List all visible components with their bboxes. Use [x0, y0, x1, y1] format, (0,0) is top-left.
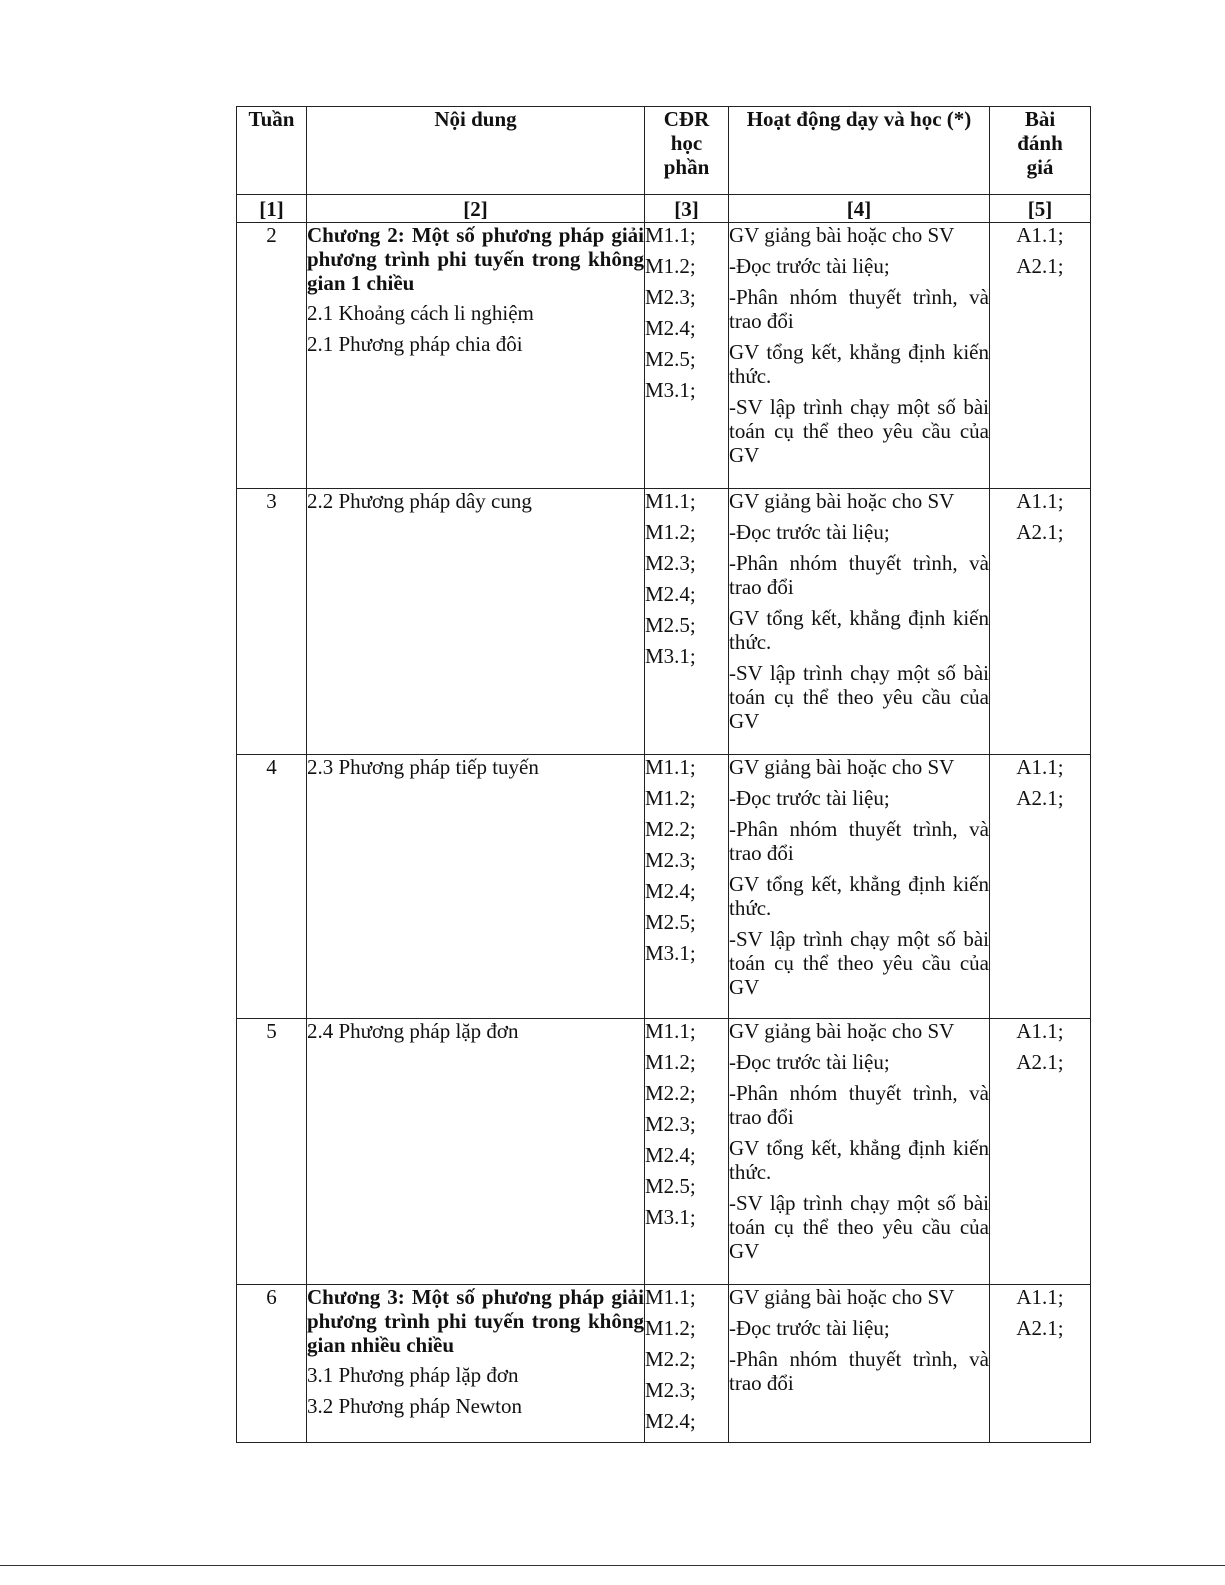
evaluation-code: A2.1;	[1016, 1316, 1064, 1340]
activity-line: -SV lập trình chạy một số bài toán cụ thể theo yêu cầu của GV	[729, 927, 989, 999]
content-cell	[307, 1285, 645, 1443]
activities-cell	[729, 1019, 990, 1285]
activities-cell	[729, 223, 990, 489]
cdr-cell	[645, 489, 729, 755]
week-cell: 4	[237, 755, 307, 1019]
cdr-cell	[645, 1019, 729, 1285]
activity-line: -Đọc trước tài liệu;	[729, 1316, 890, 1340]
activities-cell	[729, 489, 990, 755]
evaluation-code: A1.1;	[1016, 1285, 1064, 1309]
chapter-title: Chương 3: Một số phương pháp giải phương trình phi tuyến trong không gian nhiều chiều	[307, 1285, 644, 1357]
content-item: 3.1 Phương pháp lặp đơn	[307, 1363, 519, 1387]
activity-line: GV tổng kết, khẳng định kiến thức.	[729, 606, 989, 654]
evaluation-code: A2.1;	[1016, 1050, 1064, 1074]
activity-line: -Đọc trước tài liệu;	[729, 520, 890, 544]
cdr-code: M2.5;	[645, 910, 696, 934]
activity-line: GV tổng kết, khẳng định kiến thức.	[729, 1136, 989, 1184]
activity-line: -SV lập trình chạy một số bài toán cụ thể theo yêu cầu của GV	[729, 395, 989, 467]
cdr-code: M1.1;	[645, 755, 696, 779]
table-row	[237, 755, 1091, 1019]
evaluation-code: A1.1;	[1016, 223, 1064, 247]
content-item: 2.1 Phương pháp chia đôi	[307, 332, 523, 356]
evaluation-code: A2.1;	[1016, 786, 1064, 810]
cdr-code: M2.4;	[645, 879, 696, 903]
cdr-code: M2.3;	[645, 285, 696, 309]
week-cell: 3	[237, 489, 307, 755]
evaluation-cell	[990, 223, 1091, 489]
activity-line: GV giảng bài hoặc cho SV	[729, 223, 955, 247]
activity-line: -Phân nhóm thuyết trình, và trao đổi	[729, 285, 989, 333]
header-content: Nội dung	[307, 107, 645, 195]
cdr-code: M1.1;	[645, 489, 696, 513]
activity-line: GV tổng kết, khẳng định kiến thức.	[729, 872, 989, 920]
cdr-code: M1.2;	[645, 520, 696, 544]
cdr-code: M1.1;	[645, 1285, 696, 1309]
cdr-code: M2.3;	[645, 1378, 696, 1402]
cdr-cell	[645, 1285, 729, 1443]
activity-line: -Đọc trước tài liệu;	[729, 1050, 890, 1074]
table-row	[237, 1285, 1091, 1443]
activity-line: -SV lập trình chạy một số bài toán cụ thể theo yêu cầu của GV	[729, 661, 989, 733]
content-cell	[307, 1019, 645, 1285]
cdr-code: M3.1;	[645, 1205, 696, 1229]
cdr-code: M2.3;	[645, 1112, 696, 1136]
activity-line: -Phân nhóm thuyết trình, và trao đổi	[729, 551, 989, 599]
cdr-code: M2.2;	[645, 1081, 696, 1105]
activity-line: GV giảng bài hoặc cho SV	[729, 1285, 955, 1309]
evaluation-cell	[990, 1285, 1091, 1443]
cdr-code: M2.3;	[645, 848, 696, 872]
cdr-code: M1.2;	[645, 1316, 696, 1340]
cdr-code: M3.1;	[645, 941, 696, 965]
chapter-title: Chương 2: Một số phương pháp giải phương trình phi tuyến trong không gian 1 chiều	[307, 223, 644, 295]
cdr-code: M2.5;	[645, 613, 696, 637]
evaluation-code: A1.1;	[1016, 489, 1064, 513]
page-bottom-rule	[0, 1565, 1225, 1566]
index-cell: [1]	[237, 195, 307, 223]
evaluation-cell	[990, 755, 1091, 1019]
evaluation-cell	[990, 1019, 1091, 1285]
index-cell: [5]	[990, 195, 1091, 223]
week-cell: 2	[237, 223, 307, 489]
cdr-code: M2.3;	[645, 551, 696, 575]
cdr-code: M1.2;	[645, 1050, 696, 1074]
activity-line: -Phân nhóm thuyết trình, và trao đổi	[729, 1347, 989, 1395]
content-item: 2.4 Phương pháp lặp đơn	[307, 1019, 519, 1043]
cdr-code: M2.4;	[645, 316, 696, 340]
week-cell: 6	[237, 1285, 307, 1443]
cdr-code: M2.4;	[645, 582, 696, 606]
content-item: 3.2 Phương pháp Newton	[307, 1394, 522, 1418]
cdr-code: M2.5;	[645, 347, 696, 371]
table-row	[237, 223, 1091, 489]
index-cell: [2]	[307, 195, 645, 223]
header-week: Tuần	[237, 107, 307, 195]
activity-line: -Đọc trước tài liệu;	[729, 786, 890, 810]
activity-line: GV tổng kết, khẳng định kiến thức.	[729, 340, 989, 388]
activity-line: -Đọc trước tài liệu;	[729, 254, 890, 278]
cdr-code: M2.4;	[645, 1143, 696, 1167]
evaluation-cell	[990, 489, 1091, 755]
content-cell	[307, 755, 645, 1019]
table-row	[237, 489, 1091, 755]
cdr-code: M1.1;	[645, 1019, 696, 1043]
cdr-code: M3.1;	[645, 644, 696, 668]
cdr-code: M3.1;	[645, 378, 696, 402]
activity-line: GV giảng bài hoặc cho SV	[729, 1019, 955, 1043]
cdr-code: M1.2;	[645, 254, 696, 278]
content-cell	[307, 223, 645, 489]
cdr-code: M2.5;	[645, 1174, 696, 1198]
activities-cell	[729, 1285, 990, 1443]
index-cell: [3]	[645, 195, 729, 223]
evaluation-code: A2.1;	[1016, 254, 1064, 278]
cdr-code: M1.1;	[645, 223, 696, 247]
activities-cell	[729, 755, 990, 1019]
activity-line: -SV lập trình chạy một số bài toán cụ thể theo yêu cầu của GV	[729, 1191, 989, 1263]
cdr-code: M2.2;	[645, 817, 696, 841]
content-cell	[307, 489, 645, 755]
content-item: 2.2 Phương pháp dây cung	[307, 489, 532, 513]
evaluation-code: A1.1;	[1016, 755, 1064, 779]
teaching-schedule-table	[236, 106, 1091, 1443]
header-row	[237, 107, 1091, 195]
evaluation-code: A1.1;	[1016, 1019, 1064, 1043]
content-item: 2.1 Khoảng cách li nghiệm	[307, 301, 534, 325]
evaluation-code: A2.1;	[1016, 520, 1064, 544]
content-item: 2.3 Phương pháp tiếp tuyến	[307, 755, 539, 779]
activity-line: GV giảng bài hoặc cho SV	[729, 755, 955, 779]
index-row	[237, 195, 1091, 223]
header-evaluation: Bài đánh giá	[990, 107, 1091, 195]
cdr-code: M1.2;	[645, 786, 696, 810]
cdr-cell	[645, 755, 729, 1019]
cdr-code: M2.2;	[645, 1347, 696, 1371]
table-row	[237, 1019, 1091, 1285]
header-cdr: CĐR học phần	[645, 107, 729, 195]
activity-line: -Phân nhóm thuyết trình, và trao đổi	[729, 817, 989, 865]
week-cell: 5	[237, 1019, 307, 1285]
activity-line: GV giảng bài hoặc cho SV	[729, 489, 955, 513]
activity-line: -Phân nhóm thuyết trình, và trao đổi	[729, 1081, 989, 1129]
header-activities: Hoạt động dạy và học (*)	[729, 107, 990, 195]
cdr-cell	[645, 223, 729, 489]
cdr-code: M2.4;	[645, 1409, 696, 1433]
index-cell: [4]	[729, 195, 990, 223]
